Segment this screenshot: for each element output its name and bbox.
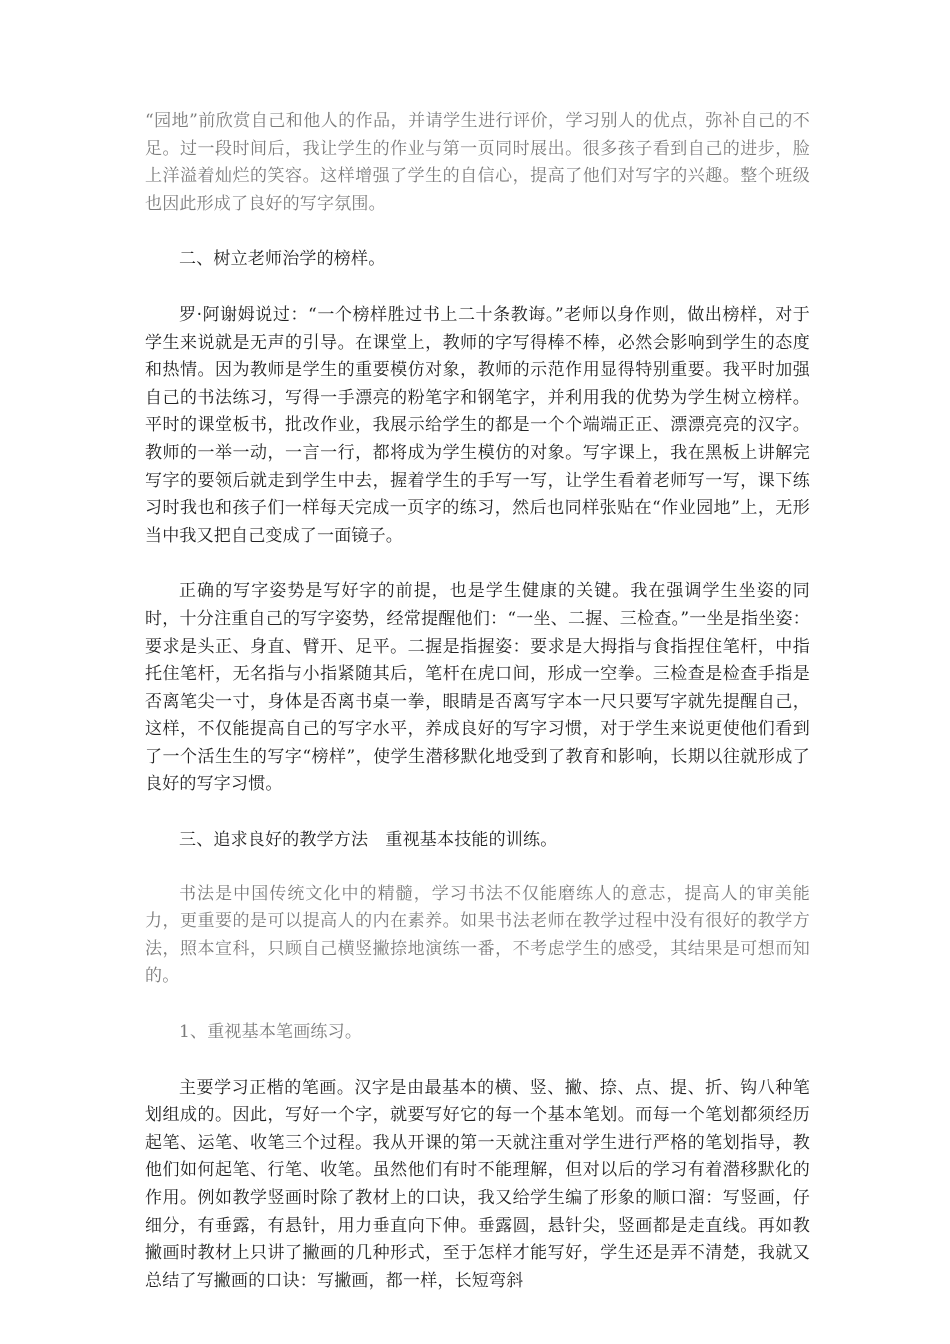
paragraph-intro-continuation: “园地”前欣赏自己和他人的作品，并请学生进行评价，学习别人的优点，弥补自己的不足。过一段时间后，我让学生的作业与第一页同时展出。很多孩子看到自己的进步，脸上洋溢着灿烂的笑容。这样增强了学生的自信心，提高了他们对写字的兴趣。整个班级也因此形成了良好的写字氛围。 [145, 111, 810, 214]
paragraph-basic-strokes: 主要学习正楷的笔画。汉字是由最基本的横、竖、撇、捺、点、提、折、钩八种笔划组成的。因此，写好一个字，就要写好它的每一个基本笔划。而每一个笔划都须经历起笔、运笔、收笔三个过程。我从开课的第一天就注重对学生进行严格的笔划指导，教他们如何起笔、行笔、收笔。虽然他们有时不能理解，但对以后的学习有着潜移默化的作用。例如教学竖画时除了教材上的口诀，我又给学生编了形象的顺口溜：写竖画，仔细分，有垂露，有悬针，用力垂直向下伸。垂露圆，悬针尖，竖画都是走直线。再如教撇画时教材上只讲了撇画的几种形式，至于怎样才能写好，学生还是弄不清楚，我就又总结了写撇画的口诀：写撇画，都一样，长短弯斜 [145, 1077, 810, 1291]
paragraph-writing-posture: 正确的写字姿势是写好字的前提，也是学生健康的关键。我在强调学生坐姿的同时，十分注重自己的写字姿势，经常提醒他们：“一坐、二握、三检查。”一坐是指坐姿：要求是头正、身直、臂开、足平。二握是指握姿：要求是大拇指与食指捏住笔杆，中指托住笔杆，无名指与小指紧随其后，笔杆在虎口间，形成一空拳。三检查是检查手指是否离笔尖一寸，身体是否离书桌一拳，眼睛是否离写字本一尺只要写字就先提醒自己，这样，不仅能提高自己的写字水平，养成良好的写字习惯，对于学生来说更使他们看到了一个活生生的写字“榜样”，使学生潜移默化地受到了教育和影响，长期以往就形成了良好的写字习惯。 [145, 581, 810, 795]
paragraph-role-model: 罗·阿谢姆说过：“一个榜样胜过书上二十条教诲。”老师以身作则，做出榜样，对于学生来说就是无声的引导。在课堂上，教师的字写得棒不棒，必然会影响到学生的态度和热情。因为教师是学生的重要模仿对象，教师的示范作用显得特别重要。我平时加强自己的书法练习，写得一手漂亮的粉笔字和钢笔字，并利用我的优势为学生树立榜样。平时的课堂板书，批改作业，我展示给学生的都是一个个端端正正、漂漂亮亮的汉字。教师的一举一动，一言一行，都将成为学生模仿的对象。写字课上，我在黑板上讲解完写字的要领后就走到学生中去，握着学生的手写一写，让学生看着老师写一写，课下练习时我也和孩子们一样每天完成一页字的练习，然后也同样张贴在“作业园地”上，无形当中我又把自己变成了一面镜子。 [145, 304, 810, 546]
section-heading-2: 二、树立老师治学的榜样。 [179, 249, 386, 270]
subsection-heading-1: 1、重视基本笔画练习。 [179, 1022, 363, 1043]
document-page [145, 108, 810, 1295]
section-heading-3: 三、追求良好的教学方法 重视基本技能的训练。 [179, 830, 558, 851]
paragraph-calligraphy-essence: 书法是中国传统文化中的精髓，学习书法不仅能磨练人的意志，提高人的审美能力，更重要的是可以提高人的内在素养。如果书法老师在教学过程中没有很好的教学方法，照本宣科，只顾自己横竖撇捺地演练一番，不考虑学生的感受，其结果是可想而知的。 [145, 883, 810, 987]
